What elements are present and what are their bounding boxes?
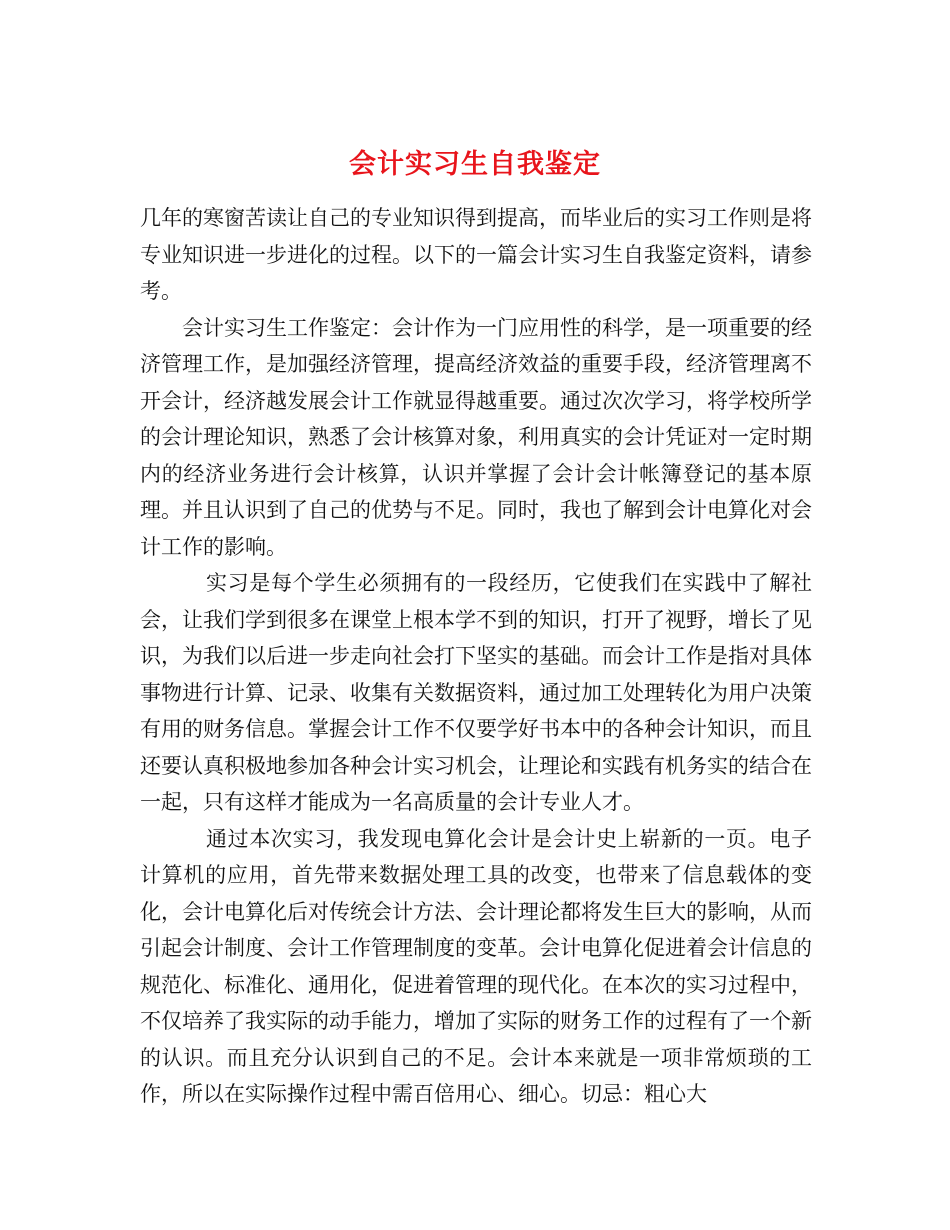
paragraph-internship-experience: 实习是每个学生必须拥有的一段经历，它使我们在实践中了解社会，让我们学到很多在课堂上根本学不到的知识，打开了视野，增长了见识，为我们以后进一步走向社会打下坚实的基础。而会计工作是指对具体事物进行计算、记录、收集有关数据资料，通过加工处理转化为用户决策有用的财务信息。掌握会计工作不仅要学好书本中的各种会计知识，而且还要认真积极地参加各种会计实习机会，让理论和实践有机务实的结合在一起，只有这样才能成为一名高质量的会计专业人才。 (140, 571, 812, 814)
document-body (140, 200, 812, 1113)
document-title: 会计实习生自我鉴定 (349, 149, 601, 181)
paragraph-computerized-accounting: 通过本次实习，我发现电算化会计是会计史上崭新的一页。电子计算机的应用，首先带来数据处理工具的改变，也带来了信息载体的变化，会计电算化后对传统会计方法、会计理论都将发生巨大的影响，从而引起会计制度、会计工作管理制度的变革。会计电算化促进着会计信息的规范化、标准化、通用化，促进着管理的现代化。在本次的实习过程中，不仅培养了我实际的动手能力，增加了实际的财务工作的过程有了一个新的认识。而且充分认识到自己的不足。会计本来就是一项非常烦琐的工作，所以在实际操作过程中需百倍用心、细心。切忌：粗心大 (140, 826, 812, 1106)
paragraph-work-appraisal: 会计实习生工作鉴定：会计作为一门应用性的科学，是一项重要的经济管理工作，是加强经济管理，提高经济效益的重要手段，经济管理离不开会计，经济越发展会计工作就显得越重要。通过次次学习，将学校所学的会计理论知识，熟悉了会计核算对象，利用真实的会计凭证对一定时期内的经济业务进行会计核算，认识并掌握了会计会计帐簿登记的基本原理。并且认识到了自己的优势与不足。同时，我也了解到会计电算化对会计工作的影响。 (140, 315, 812, 559)
paragraph-intro: 几年的寒窗苦读让自己的专业知识得到提高，而毕业后的实习工作则是将专业知识进一步进化的过程。以下的一篇会计实习生自我鉴定资料，请参考。 (140, 206, 812, 303)
